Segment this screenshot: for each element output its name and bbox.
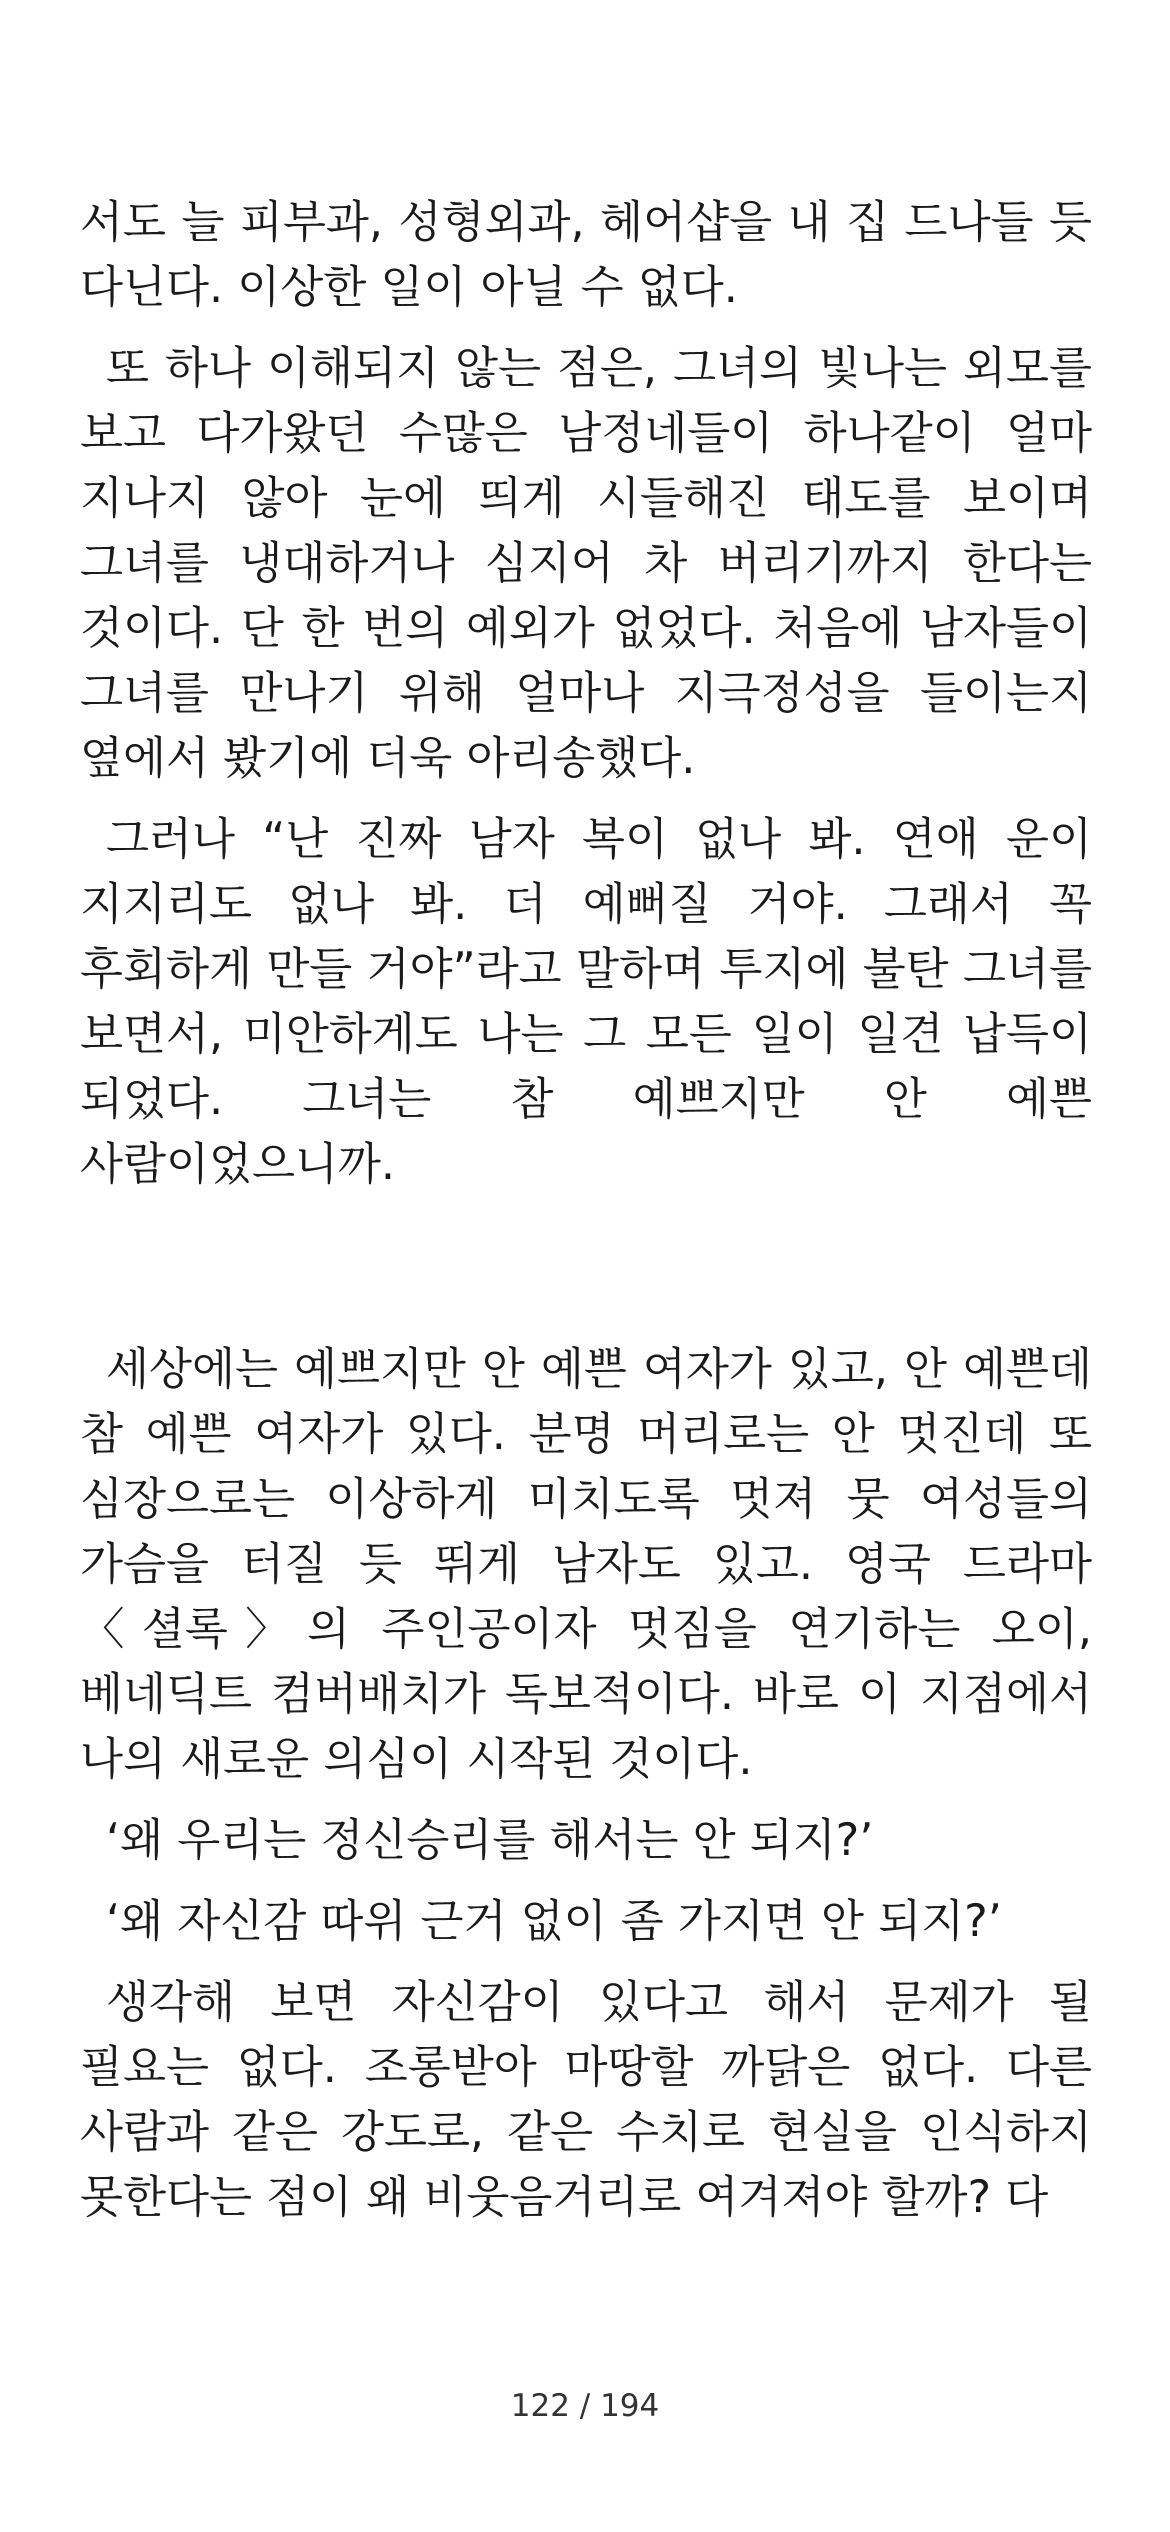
paragraph-2: 또 하나 이해되지 않는 점은, 그녀의 빛나는 외모를 보고 다가왔던 수많은 남정네들이 하나같이 얼마 지나지 않아 눈에 띄게 시들해진 태도를 보이며 그녀를 냉대하거나 심지어 차 버리기까지 한다는 것이다. 단 한 번의 예외가 없었다. 처음에 남자들이 그녀를 만나기 위해 얼마나 지극정성을 들이는지 옆에서 봤기에 더욱 아리송했다. <box>80 343 1092 784</box>
paragraph-1: 서도 늘 피부과, 성형외과, 헤어샵을 내 집 드나들 듯 다닌다. 이상한 일이 아닐 수 없다. <box>80 197 1092 313</box>
page-indicator: 122 / 194 <box>510 2388 660 2424</box>
page-text-body <box>80 190 1092 2246</box>
paragraph-3: 그러나 “난 진짜 남자 복이 없나 봐. 연애 운이 지지리도 없나 봐. 더 예뻐질 거야. 그래서 꼭 후회하게 만들 거야”라고 말하며 투지에 불탄 그녀를 보면서, 미안하게도 나는 그 모든 일이 일견 납득이 되었다. 그녀는 참 예쁘지만 안 예쁜 사람이었으니까. <box>80 814 1092 1190</box>
paragraph-7: 생각해 보면 자신감이 있다고 해서 문제가 될 필요는 없다. 조롱받아 마땅할 까닭은 없다. 다른 사람과 같은 강도로, 같은 수치로 현실을 인식하지 못한다는 점이 왜 비웃음거리로 여겨져야 할까? 다 <box>80 1977 1092 2223</box>
paragraph-5-quote: ‘왜 우리는 정신승리를 해서는 안 되지?’ <box>106 1815 874 1866</box>
paragraph-6-quote: ‘왜 자신감 따위 근거 없이 좀 가지면 안 되지?’ <box>106 1896 1002 1947</box>
paragraph-4: 세상에는 예쁘지만 안 예쁜 여자가 있고, 안 예쁜데 참 예쁜 여자가 있다. 분명 머리로는 안 멋진데 또 심장으로는 이상하게 미치도록 멋져 뭇 여성들의 가슴을 터질 듯 뛰게 남자도 있고. 영국 드라마 〈셜록〉의 주인공이자 멋짐을 연기하는 오이, 베네딕트 컴버배치가 독보적이다. 바로 이 지점에서 나의 새로운 의심이 시작된 것이다. <box>80 1344 1092 1785</box>
